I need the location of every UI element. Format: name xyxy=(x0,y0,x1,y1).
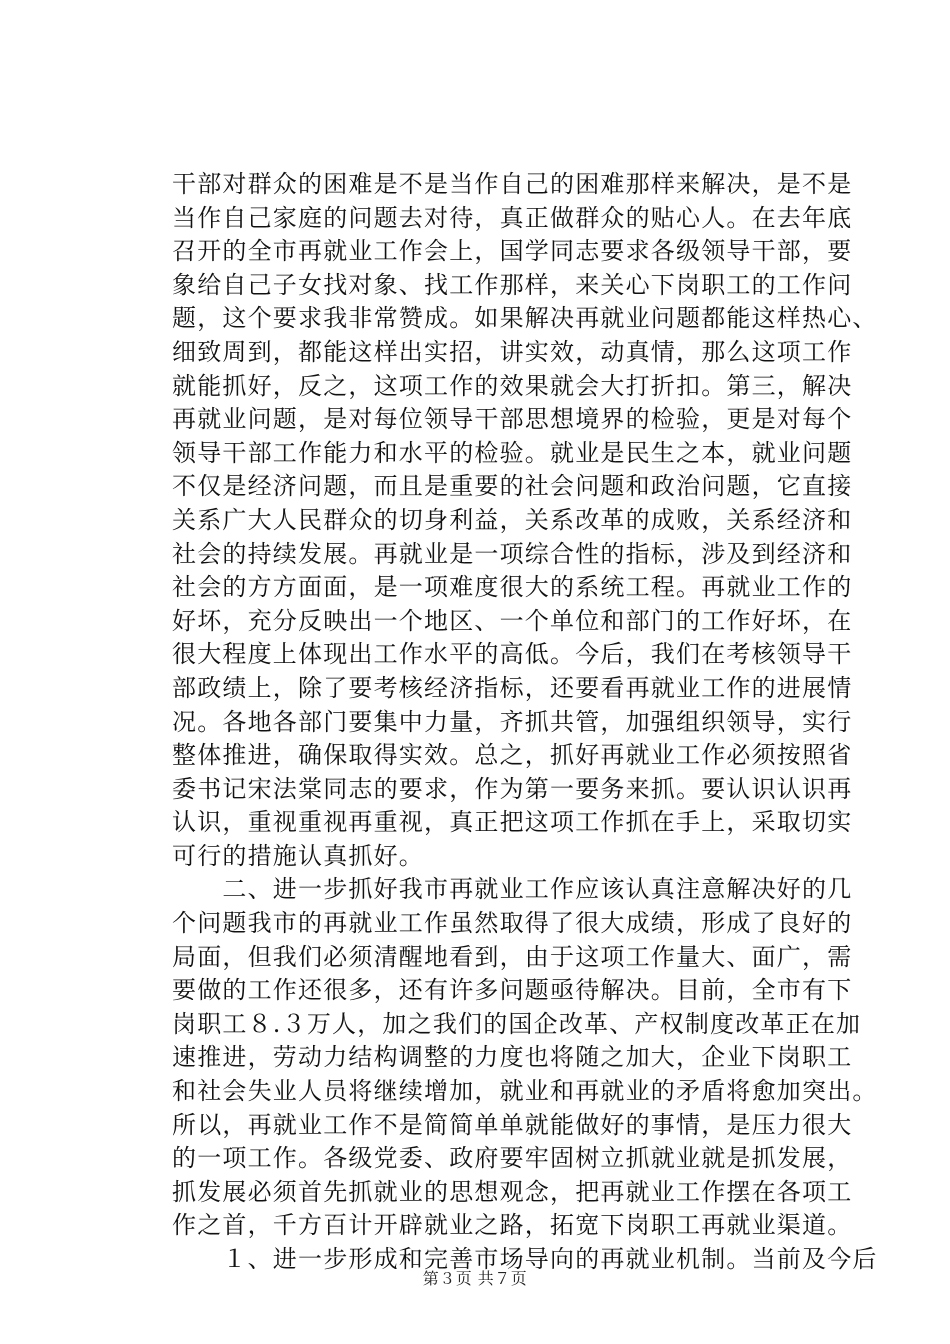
text-line: 个问题我市的再就业工作虽然取得了很大成绩，形成了良好的 xyxy=(172,909,853,938)
text-line: 部政绩上，除了要考核经济指标，还要看再就业工作的进展情 xyxy=(172,673,853,702)
text-line: 好坏，充分反映出一个地区、一个单位和部门的工作好坏，在 xyxy=(172,606,853,635)
text-line: 岗职工８.３万人，加之我们的国企改革、产权制度改革正在加 xyxy=(172,1009,862,1038)
text-line: 抓发展必须首先抓就业的思想观念，把再就业工作摆在各项工 xyxy=(172,1177,853,1206)
page-number-footer: 第３页 共７页 xyxy=(422,1269,528,1288)
body-text xyxy=(172,168,878,1277)
text-line: 社会的方方面面，是一项难度很大的系统工程。再就业工作的 xyxy=(172,573,853,602)
text-line: 象给自己子女找对象、找工作那样，来关心下岗职工的工作问 xyxy=(172,270,853,299)
text-line: 委书记宋法棠同志的要求，作为第一要务来抓。要认识认识再 xyxy=(172,774,853,803)
text-line: 领导干部工作能力和水平的检验。就业是民生之本，就业问题 xyxy=(172,438,853,467)
text-line: 干部对群众的困难是不是当作自己的困难那样来解决，是不是 xyxy=(172,170,853,198)
paragraph-start-line: １、进一步形成和完善市场导向的再就业机制。当前及今后 xyxy=(172,1245,878,1273)
paragraph-start-line: 二、进一步抓好我市再就业工作应该认真注意解决好的几 xyxy=(172,875,853,904)
text-line: 当作自己家庭的问题去对待，真正做群众的贴心人。在去年底 xyxy=(172,203,853,232)
text-line: 再就业问题，是对每位领导干部思想境界的检验，更是对每个 xyxy=(172,405,853,434)
text-line: 题，这个要求我非常赞成。如果解决再就业问题都能这样热心、 xyxy=(172,304,878,333)
text-line: 作之首，千方百计开辟就业之路，拓宽下岗职工再就业渠道。 xyxy=(172,1211,853,1240)
text-line: 关系广大人民群众的切身利益，关系改革的成败，关系经济和 xyxy=(172,505,853,534)
text-line: 很大程度上体现出工作水平的高低。今后，我们在考核领导干 xyxy=(172,640,853,669)
text-line: 速推进，劳动力结构调整的力度也将随之加大，企业下岗职工 xyxy=(172,1043,853,1072)
text-line: 局面，但我们必须清醒地看到，由于这项工作量大、面广，需 xyxy=(172,942,853,971)
text-line: 召开的全市再就业工作会上，国学同志要求各级领导干部，要 xyxy=(172,237,853,266)
text-line: 不仅是经济问题，而且是重要的社会问题和政治问题，它直接 xyxy=(172,472,853,501)
text-line: 所以，再就业工作不是简简单单就能做好的事情，是压力很大 xyxy=(172,1110,853,1139)
text-line: 整体推进，确保取得实效。总之，抓好再就业工作必须按照省 xyxy=(172,741,853,770)
text-line: 可行的措施认真抓好。 xyxy=(172,841,424,870)
text-line: 要做的工作还很多，还有许多问题亟待解决。目前，全市有下 xyxy=(172,976,853,1005)
text-line: 细致周到，都能这样出实招，讲实效，动真情，那么这项工作 xyxy=(172,337,853,366)
text-line: 社会的持续发展。再就业是一项综合性的指标，涉及到经济和 xyxy=(172,539,853,568)
text-line: 认识，重视重视再重视，真正把这项工作抓在手上，采取切实 xyxy=(172,808,853,837)
text-line: 的一项工作。各级党委、政府要牢固树立抓就业就是抓发展， xyxy=(172,1144,853,1173)
text-line: 和社会失业人员将继续增加，就业和再就业的矛盾将愈加突出。 xyxy=(172,1077,878,1106)
text-line: 就能抓好，反之，这项工作的效果就会大打折扣。第三，解决 xyxy=(172,371,853,400)
text-line: 况。各地各部门要集中力量，齐抓共管，加强组织领导，实行 xyxy=(172,707,853,736)
